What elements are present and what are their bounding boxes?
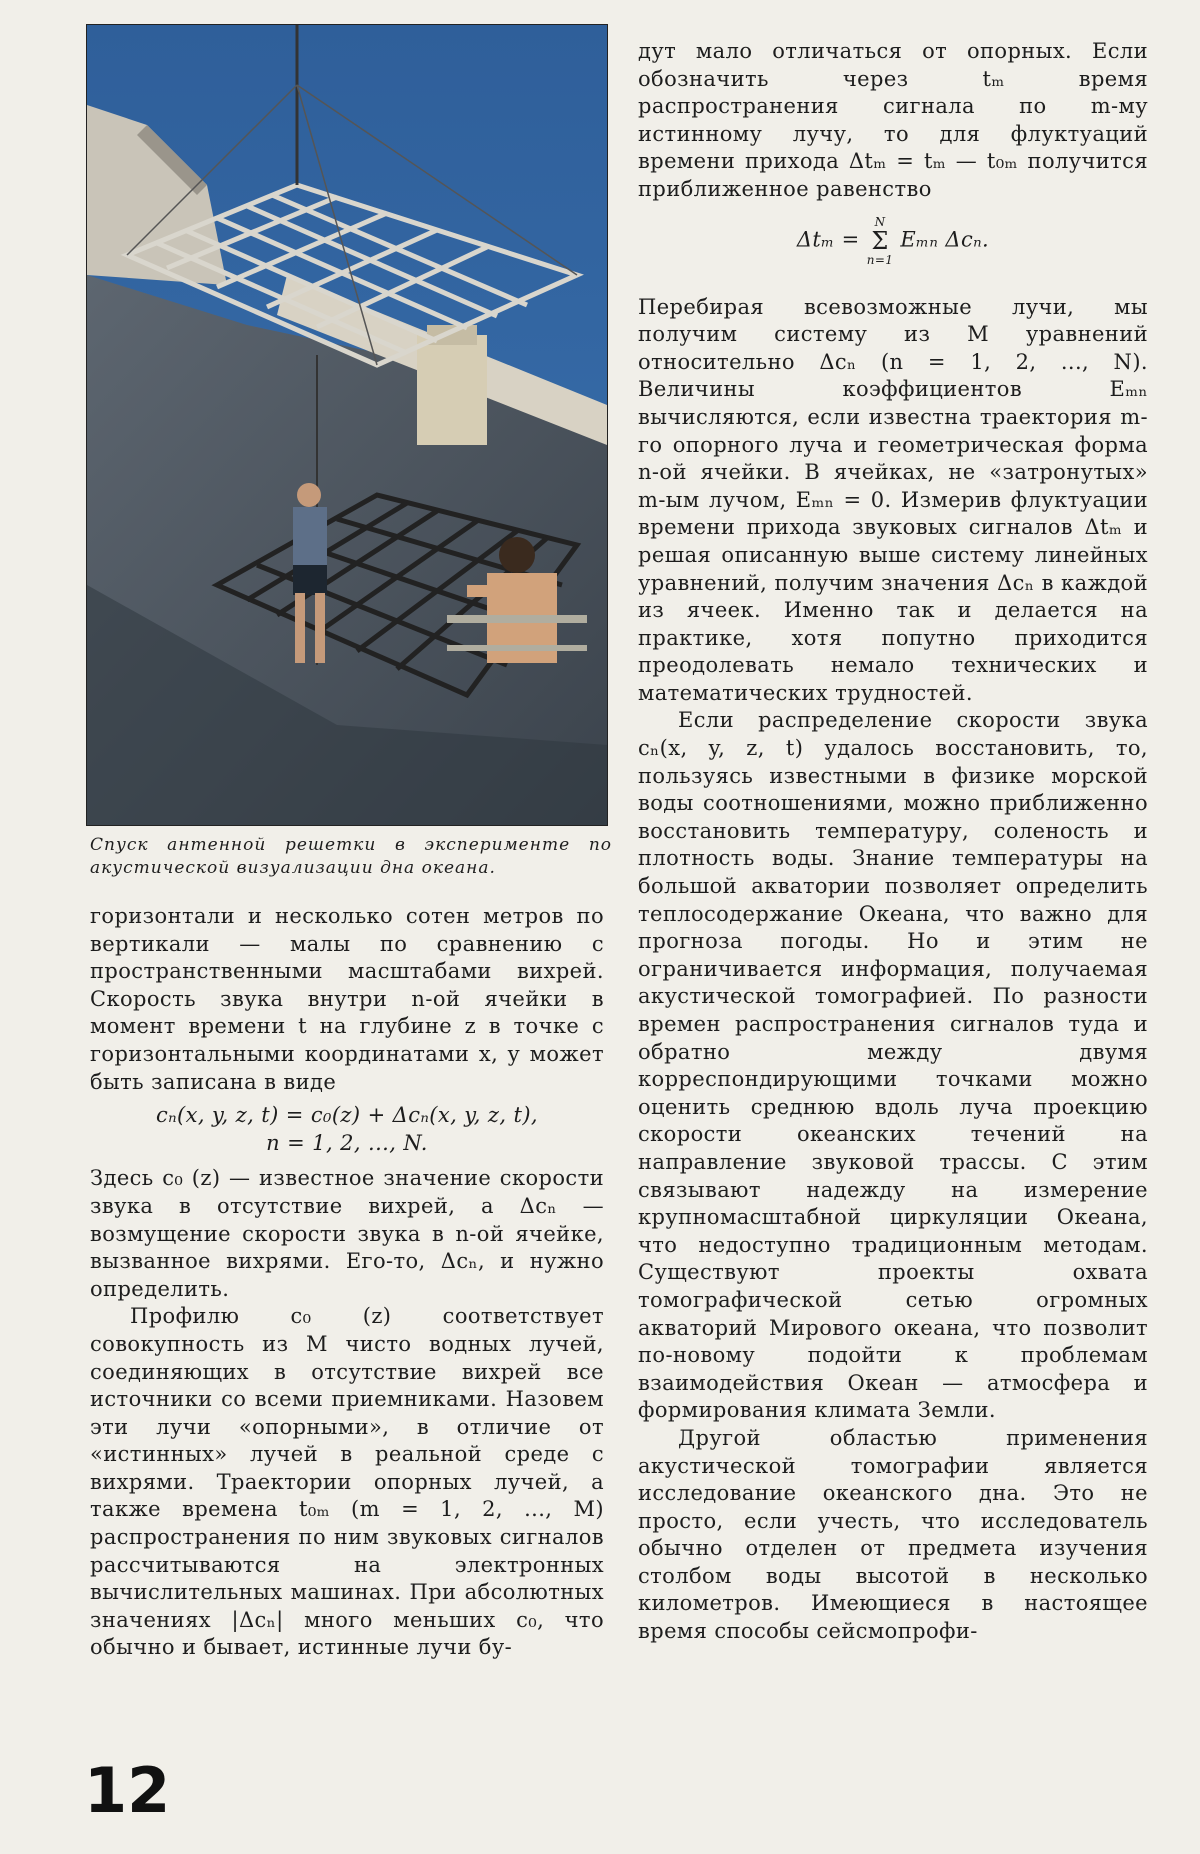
- left-paragraph-3: Профилю c₀ (z) соответствует совокупность из M чисто водных лучей, соединяющих в отсутствие вихрей все источники со всеми приемниками. Назовем эти лучи «опорными», в отличие от «истинных» лучей в реальной среде с вихрями. Траектории опорных лучей, а также времена t₀ₘ (m = 1, 2, ..., M) распространения по ним звуковых сигналов рассчитываются на электронных вычислительных машинах. При абсолютных значениях |Δcₙ| много меньших c₀, что обычно и бывает, истинные лучи бу-: [90, 1304, 604, 1660]
- right-paragraph-3: Если распределение скорости звука cₙ(x, y, z, t) удалось восстановить, то, пользуясь известными в физике морской воды соотношениями, можно приближенно восстановить температуру, соленость и плотность воды. Знание температуры на большой акватории позволяет определить теплосодержание Океана, что важно для прогноза погоды. Но и этим не ограничивается информация, получаемая акустической томографией. По разности времен распространения сигналов туда и обратно между двумя корреспондирующими точками можно оценить среднюю вдоль луча проекцию скорости океанских течений на направление звуковой трассы. С этим связывают надежду на измерение крупномасштабной циркуляции Океана, что недоступно традиционным методам. Существуют проекты охвата томографической сетью огромных акваторий Мирового океана, что позволит по-новому подойти к проблемам взаимодействия Океан — атмосфера и формирования климата Земли.: [638, 708, 1148, 1423]
- arrival-time-formula-rhs: Eₘₙ Δcₙ.: [900, 227, 990, 252]
- summation-upper-limit: N: [874, 214, 886, 229]
- right-paragraph-1: дут мало отличаться от опорных. Если обозначить через tₘ время распространения сигнала по m-му истинному лучу, то для флуктуаций времени прихода Δtₘ = tₘ — t₀ₘ получится приближенное равенство: [638, 39, 1148, 201]
- right-column: [638, 38, 1148, 1646]
- sound-speed-formula: [90, 1102, 604, 1157]
- photo-caption: Спуск антенной решетки в эксперименте по акустической визуализации дна океана.: [90, 835, 612, 878]
- right-paragraph-2: Перебирая всевозможные лучи, мы получим систему из M уравнений относительно Δcₙ (n = 1, 2, ..., N). Величины коэффициентов Eₘₙ вычисляются, если известна траектория m-го опорного луча и геометрическая форма n-ой ячейки. В ячейках, не «затронутых» m-ым лучом, Eₘₙ = 0. Измерив флуктуации времени прихода звуковых сигналов Δtₘ и решая описанную выше систему линейных уравнений, получим значения Δcₙ в каждой из ячеек. Именно так и делается на практике, хотя попутно приходится преодолевать немало технических и математических трудностей.: [638, 294, 1148, 705]
- page-number: 12: [84, 1754, 171, 1827]
- summation-symbol: [867, 216, 894, 266]
- ship-antenna-grid-photo: [86, 24, 608, 826]
- summation-sign: Σ: [871, 226, 889, 255]
- left-paragraph-1: горизонтали и несколько сотен метров по вертикали — малы по сравнению с пространственными масштабами вихрей. Скорость звука внутри n-ой ячейки в момент времени t на глубине z в точке с горизонтальными координатами x, y может быть записана в виде: [90, 904, 604, 1094]
- sound-speed-formula-line-2: n = 1, 2, ..., N.: [266, 1130, 428, 1155]
- sound-speed-formula-line-1: cₙ(x, y, z, t) = c₀(z) + Δcₙ(x, y, z, t),: [155, 1103, 539, 1128]
- right-paragraph-4: Другой областью применения акустической томографии является исследование океанского дна. Это не просто, если учесть, что исследователь обычно отделен от предмета изучения столбом воды высотой в несколько километров. Имеющиеся в настоящее время способы сейсмопрофи-: [638, 1425, 1148, 1644]
- ship-antenna-grid-photo-icon: [87, 25, 607, 825]
- left-column: [90, 903, 604, 1662]
- arrival-time-formula-lhs: Δtₘ =: [796, 227, 860, 252]
- arrival-time-formula: [638, 216, 1148, 280]
- left-paragraph-2: Здесь c₀ (z) — известное значение скорости звука в отсутствие вихрей, а Δcₙ — возмущение скорости звука в n-ой ячейке, вызванное вихрями. Его-то, Δcₙ, и нужно определить.: [90, 1166, 604, 1301]
- summation-lower-limit: n=1: [866, 252, 894, 267]
